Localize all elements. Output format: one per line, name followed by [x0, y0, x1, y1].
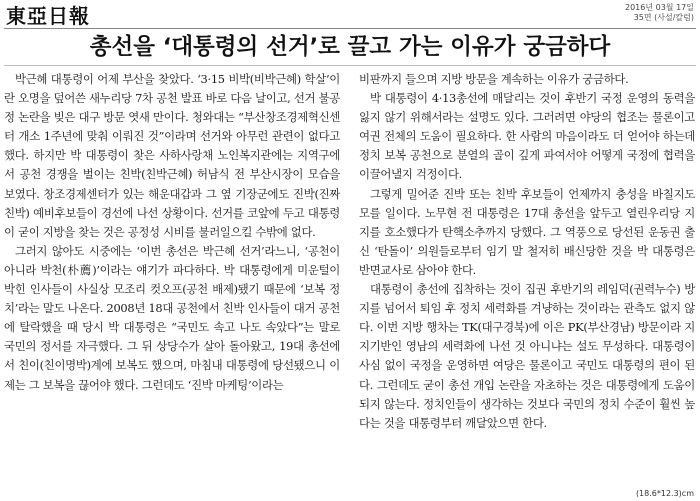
paragraph: 박근혜 대통령이 어제 부산을 찾았다. ‘3·15 비박(비박근혜) 학살’이란 오명을 덮어쓴 새누리당 7차 공천 발표 바로 다음 날이고, 선거 불공정 논란을 빚은 대구 방문 엿새 만이다. 청와대는 “부산창조경제혁신센터 개소 1주년에 맞춰 이뤄진 것”이라며 선거와 아무런 관련이 없다고 했다. 하지만 박 대통령이 찾은 사하사랑채 노인복지관에는 지역구에서 공천 경쟁을 벌이는 친박(친박근혜) 허남식 전 부산시장이 모습을 보였다. 창조경제센터가 있는 해운대갑과 그 옆 기장군에도 진박(진짜 친박) 예비후보들이 경선에 나선 상황이다. 선거를 코앞에 두고 대통령이 굳이 지방을 찾는 것은 공정성 시비를 불러일으킬 수밖에 없다. — [4, 72, 340, 239]
article-column-left — [4, 70, 340, 395]
top-divider — [4, 28, 696, 29]
paragraph: 비판까지 들으며 지방 방문을 계속하는 이유가 궁금하다. — [359, 72, 629, 86]
headline-divider — [4, 65, 696, 66]
masthead — [6, 2, 90, 26]
page-section: 35면 (사설/칼럼) — [633, 13, 694, 22]
paragraph: 대통령이 총선에 집착하는 것이 집권 후반기의 레임덕(권력누수) 방지를 넘어서 퇴임 후 정치 세력화를 겨냥하는 것이라는 관측도 없지 않다. 이번 지방 행차는 TK(대구경북)에 이은 PK(부산경남) 방문이라 지지기반인 영남의 세력화에 나선 것 아니냐는 설도 무성하다. 대통령이 사심 없이 국정을 운영하면 여당은 물론이고 국민도 대통령의 편이 된다. 그런데도 굳이 총선 개입 논란을 자초하는 것은 대통령에게 도움이 되지 않는다. 정치인들이 생각하는 것보다 국민의 정치 수준이 훨씬 높다는 것을 대통령부터 깨달았으면 한다. — [359, 282, 695, 430]
paragraph: 그렇게 밀어준 진박 또는 친박 후보들이 언제까지 충성을 바칠지도 모를 일이다. 노무현 전 대통령은 17대 총선을 앞두고 열린우리당 지지를 호소했다가 탄핵소추까지 당했다. 그 역풍으로 당선된 운동권 출신 ‘탄돌이’ 의원들로부터 임기 말 철저히 배신당한 것을 박 대통령은 반면교사로 삼아야 한다. — [359, 186, 695, 277]
article-size-credit: (18.6*12.3)cm — [635, 489, 694, 498]
paragraph: 박 대통령이 4·13총선에 매달리는 것이 후반기 국정 운영의 동력을 잃지 않기 위해서라는 설명도 있다. 그러려면 야당의 협조는 물론이고 여권 전체의 도움이 필요하다. 한 사람의 마음이라도 더 얻어야 하는데 정치 보복 공천으로 분열의 골이 깊게 파여서야 어떻게 국정에 협력을 이끌어낼지 걱정이다. — [359, 91, 695, 182]
paragraph: 그러지 않아도 시중에는 ‘이번 총선은 박근혜 선거’라느니, ‘공천이 아니라 박천(朴薦)’이라는 얘기가 파다하다. 박 대통령에게 미운털이 박힌 인사들이 사실상 모조리 컷오프(공천 배제)됐기 때문에 ‘보복 정치’라는 말도 나온다. 2008년 18대 공천에서 친박 인사들이 대거 공천에 탈락했을 때 당시 박 대통령은 “국민도 속고 나도 속았다”는 말로 국민의 정서를 자극했다. 그 뒤 상당수가 살아 돌아왔고, 19대 총선에서 친이(친이명박)계에 보복도 했으며, 마침내 대통령에 당선됐으니 이제는 그 보복을 끊어야 했다. 그런데도 ‘진박 마케팅’이라는 — [4, 243, 340, 392]
newspaper-logo: 東亞日報 — [6, 3, 90, 28]
publication-date: 2016년 03월 17일 — [625, 3, 694, 12]
article-headline: 총선을 ‘대통령의 선거’로 끌고 가는 이유가 궁금하다 — [89, 34, 611, 60]
article-column-right — [359, 70, 695, 433]
publication-meta — [625, 3, 694, 23]
